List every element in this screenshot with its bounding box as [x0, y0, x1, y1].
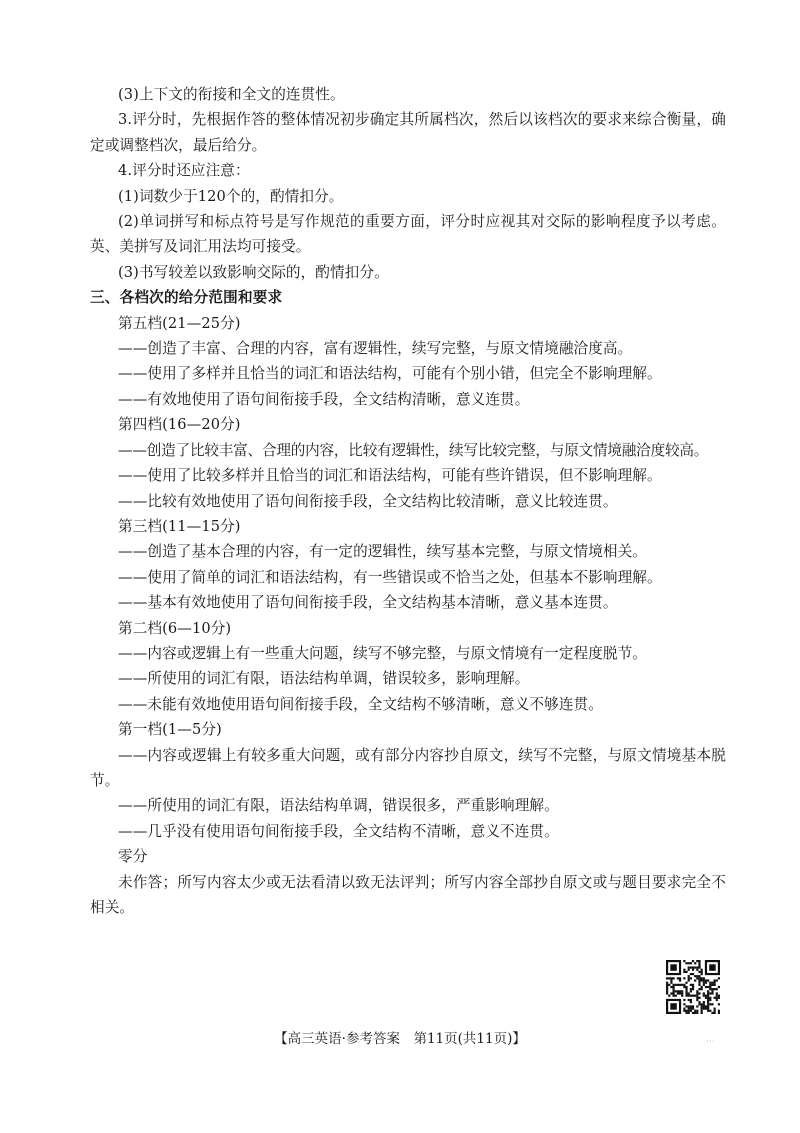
band-item: ——所使用的词汇有限，语法结构单调，错误较多，影响理解。: [118, 670, 530, 688]
note-line: (3)书写较差以致影响交际的，酌情扣分。: [118, 263, 389, 281]
band-item: ——有效地使用了语句间衔接手段，全文结构清晰，意义连贯。: [118, 390, 530, 408]
band-item: ——比较有效地使用了语句间衔接手段，全文结构比较清晰，意义比较连贯。: [118, 492, 618, 510]
note-paragraph: (2)单词拼写和标点符号是写作规范的重要方面，评分时应视其对交际的影响程度予以考虑。英、美拼写及词汇用法均可接受。: [90, 213, 726, 256]
band-item: ——创造了基本合理的内容，有一定的逻辑性，续写基本完整，与原文情境相关。: [118, 543, 647, 561]
note-line: (3)上下文的衔接和全文的连贯性。: [118, 86, 345, 103]
band-item: ——基本有效地使用了语句间衔接手段，全文结构基本清晰，意义基本连贯。: [118, 594, 618, 612]
section-title: 三、各档次的给分范围和要求: [90, 289, 283, 307]
band-title: 第二档(6—10分): [118, 619, 232, 637]
band-title: 第四档(16—20分): [118, 416, 241, 434]
note-line: (1)词数少于120个的，酌情扣分。: [118, 187, 344, 205]
band-item: ——创造了比较丰富、合理的内容，比较有逻辑性，续写比较完整，与原文情境融洽度较高。: [118, 441, 709, 459]
zero-title: 零分: [118, 848, 148, 866]
zero-text: 未作答；所写内容太少或无法看清以致无法评判；所写内容全部抄自原文或与题目要求完全不相关。: [90, 873, 726, 916]
note-line: 4.评分时还应注意：: [118, 162, 250, 180]
band-item: ——使用了比较多样并且恰当的词汇和语法结构，可能有些许错误，但不影响理解。: [118, 467, 662, 485]
band-item: ——内容或逻辑上有较多重大问题，或有部分内容抄自原文，续写不完整，与原文情境基本脱节。: [90, 746, 726, 789]
band-title: 第三档(11—15分): [118, 517, 241, 535]
band-item: ——创造了丰富、合理的内容，富有逻辑性，续写完整，与原文情境融洽度高。: [118, 340, 633, 358]
band-item: ——使用了简单的词汇和语法结构，有一些错误或不恰当之处，但基本不影响理解。: [118, 568, 662, 586]
band-title: 第五档(21—25分): [118, 314, 241, 332]
band-item: ——所使用的词汇有限，语法结构单调，错误很多，严重影响理解。: [118, 797, 559, 815]
qr-code-icon: [666, 960, 720, 1014]
page-footer: 【高三英语·参考答案 第11页(共11页)】: [274, 1031, 526, 1047]
corner-mark: ···: [706, 1037, 715, 1047]
band-item: ——未能有效地使用语句间衔接手段，全文结构不够清晰，意义不够连贯。: [118, 695, 603, 713]
band-item: ——使用了多样并且恰当的词汇和语法结构，可能有个别小错，但完全不影响理解。: [118, 365, 662, 383]
note-paragraph: 3.评分时，先根据作答的整体情况初步确定其所属档次，然后以该档次的要求来综合衡量，确定或调整档次，最后给分。: [90, 111, 726, 154]
band-item: ——几乎没有使用语句间衔接手段，全文结构不清晰，意义不连贯。: [118, 822, 559, 840]
band-title: 第一档(1—5分): [118, 721, 222, 739]
document-body: [90, 82, 726, 920]
band-item: ——内容或逻辑上有一些重大问题，续写不够完整，与原文情境有一定程度脱节。: [118, 644, 647, 662]
